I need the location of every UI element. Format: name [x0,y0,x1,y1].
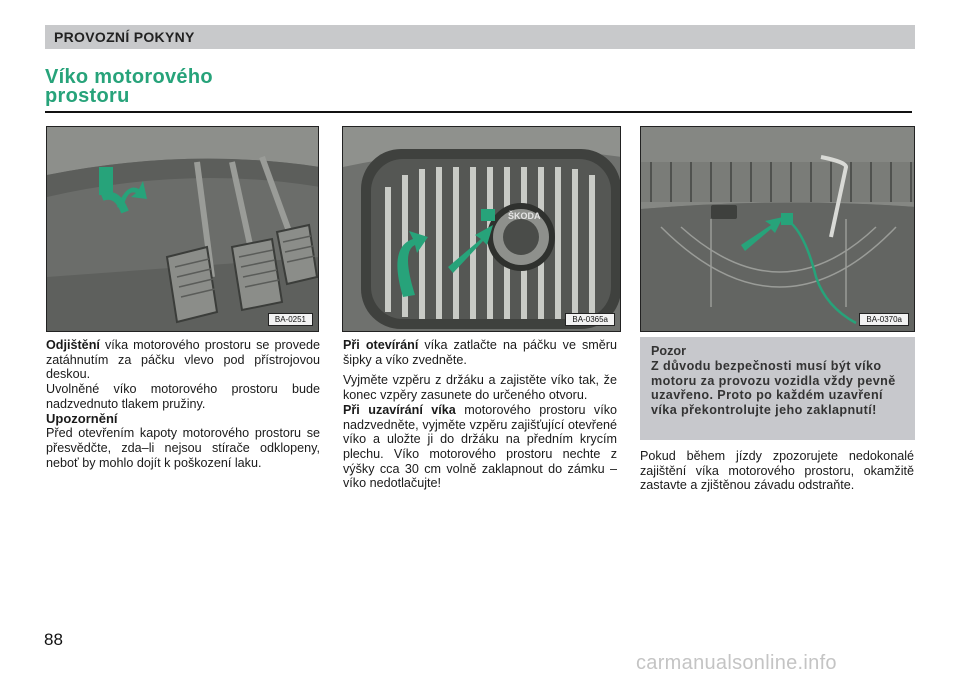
page-title [45,68,213,106]
grille-illustration [343,127,621,332]
figure-label: BA-0370a [859,313,909,326]
page-number: 88 [44,630,63,649]
warning-text: Z důvodu bezpečnosti musí být víko motoru za provozu vozidla vždy pevně uzavřeno. Proto po každém uzavření víka překontrolujte jeho zaklapnutí! [651,359,896,418]
text-column-3 [640,449,914,493]
paragraph: Vyjměte vzpěru z držáku a zajistěte víko tak, že konec vzpěry zasunete do určeného otvoru. [343,373,617,403]
figure-hood-support [640,126,915,332]
figure-label: BA-0365a [565,313,615,326]
paragraph-text: víka zatlačte na páčku ve směru šipky a víko zvedněte. [343,338,617,367]
note-heading: Upozornění [46,410,118,426]
paragraph: Před otevřením kapoty motorového prostoru se přesvědčte, zda–li nejsou stírače odklopeny, neboť by mohlo dojít k poškození laku. [46,426,320,470]
paragraph [343,403,617,491]
warning-box [640,337,915,440]
title-divider [45,111,912,113]
figure-grille [342,126,621,332]
section-header-bar [45,25,915,49]
paragraph-text: motorového prostoru víko nadzvedněte, vyjměte vzpěru zajišťující otevřené víko a uložte ji do držáku na předním krycím plechu. Víko motorového prostoru nechte z výšky cca 30 cm volně zaklapnout do zámku – víko nedotlačujte! [343,402,617,491]
paragraph: Uvolněné víko motorového prostoru bude nadzvednuto tlakem pružiny. [46,382,320,411]
lead-term: Odjištění [46,338,100,352]
hood-support-illustration [641,127,915,332]
page-title-line2: prostoru [45,85,130,107]
watermark: carmanualsonline.info [636,652,837,674]
text-column-2 [343,338,617,491]
page-title-line1: Víko motorového [45,66,213,88]
warning-title: Pozor [651,344,686,358]
paragraph: Pokud během jízdy zpozorujete nedokonalé zajištění víka motorového prostoru, okamžitě zastavte a zjištěnou závadu odstraňte. [640,449,914,493]
paragraph [343,338,617,367]
svg-text:ŠKODA: ŠKODA [508,211,541,221]
figure-pedals [46,126,319,332]
pedals-illustration [47,127,319,332]
text-column-1 [46,338,320,470]
paragraph [46,338,320,382]
paragraph-text: víka motorového prostoru se provede zatáhnutím za páčku vlevo pod přístrojovou deskou. [46,338,320,382]
section-header-text: PROVOZNÍ POKYNY [54,29,195,45]
lead-term: Při uzavírání víka [343,402,456,417]
lead-term: Při otevírání [343,338,419,352]
figure-label: BA-0251 [268,313,313,326]
